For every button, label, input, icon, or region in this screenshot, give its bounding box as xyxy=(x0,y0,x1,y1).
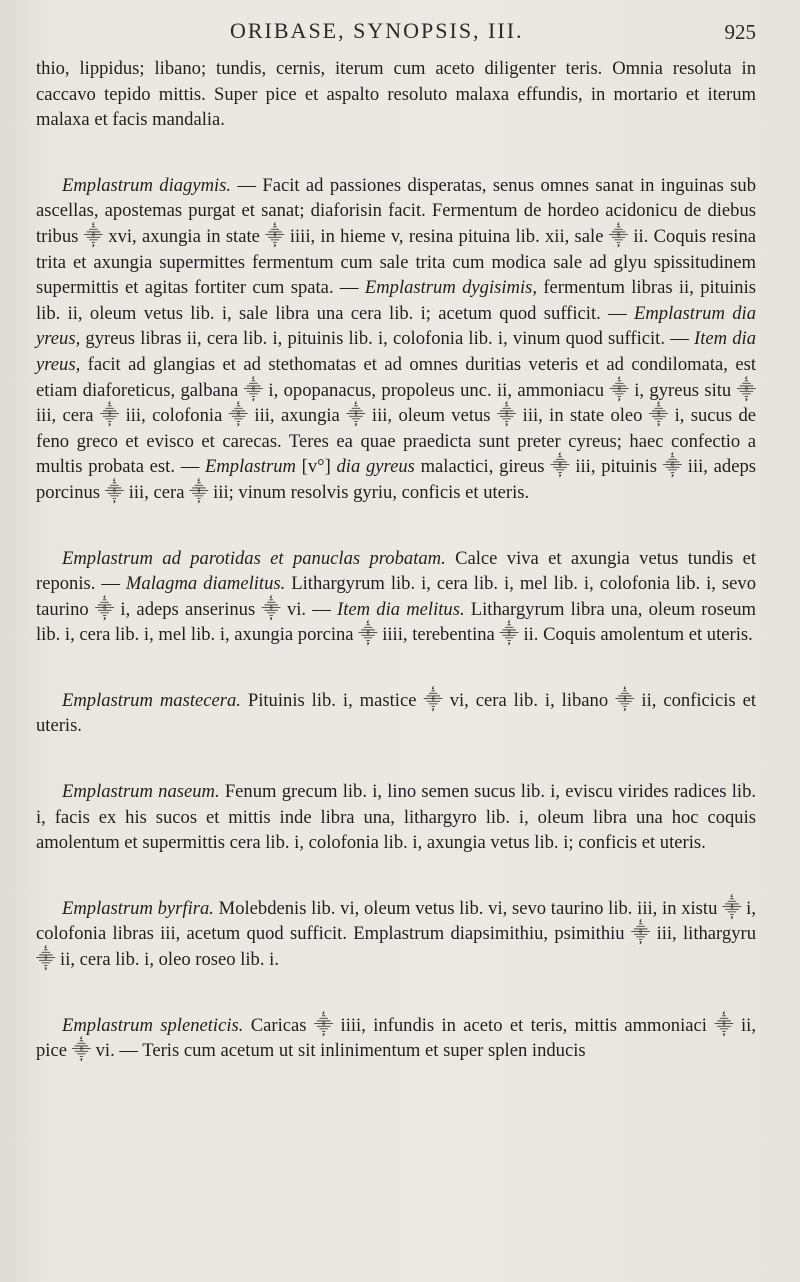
recipe-text: Lithargyrum lib. i, cera lib. i, mel lib. i, colofonia lib. i, sevo taurino ⸎ i, adeps anserinus ⸎ vi. — xyxy=(36,573,756,620)
continuation-paragraph xyxy=(36,56,756,133)
recipe-text: Lithargyrum libra una, oleum roseum lib. i, cera lib. i, mel lib. i, axungia porcina ⸎ iiii, terebentina ⸎ ii. Coquis amolentum et uteris. xyxy=(36,598,756,646)
recipe-text: thio, lippidus; libano; tundis, cernis, iterum cum aceto diligenter teris. Omnia resoluta in caccavo tepido mittis. Super pice et aspalto resoluto malaxa effundis, in mortario et iterum malaxa et facis mandalia. xyxy=(36,58,756,131)
recipe-paragraph xyxy=(36,546,756,648)
recipe-text: Pituinis lib. i, mastice ⸎ vi, cera lib. i, libano ⸎ ii, conficicis et uteris. xyxy=(36,689,756,737)
recipe-text: malactici, gireus ⸎ iii, pituinis ⸎ iii, adeps porcinus ⸎ iii, cera ⸎ iii; vinum resolvis gyriu, conficis et uteris. xyxy=(36,456,756,503)
recipe-text: — Facit ad passiones disperatas, senus omnes sanat in inguinas sub ascellas, apostemas purgat et sanat; diaforisin facit. Fermentum de hordeo acidonicu de diebus tribus ⸎ xvi, axungia in state ⸎ iiii, in hieme v, resina pituina lib. xii, sale ⸎ ii. Coquis resina trita et axungia supermittes fermentum cum sale trita cum modica sale ad glyu spissitudinem supermittis et agitas fortiter cum spata. — xyxy=(36,174,757,299)
recipe-text: Caricas ⸎ iiii, infundis in aceto et teris, mittis ammoniaci ⸎ ii, pice ⸎ vi. — Teris cum acetum ut sit inlinimentum et super splen inducis xyxy=(36,1014,756,1062)
recipe-title: Emplastrum spleneticis. xyxy=(62,1014,244,1036)
recipe-paragraph xyxy=(36,688,756,739)
recipe-title: Emplastrum mastecera. xyxy=(62,689,241,711)
recipe-paragraph xyxy=(36,779,756,856)
recipe-text: Molebdenis lib. vi, oleum vetus lib. vi, sevo taurino lib. iii, in xistu ⸎ i, colofonia libras iii, acetum quod sufficit. Emplastrum diapsimithiu, psimithiu ⸎ iii, lithargyru ⸎ ii, cera lib. i, oleo roseo lib. i. xyxy=(36,897,756,971)
recipe-text: gyreus libras ii, cera lib. i, pituinis lib. i, colofonia lib. i, vinum quod sufficit. — xyxy=(80,328,694,350)
recipe-text: Calce viva et axungia vetus tundis et reponis. — xyxy=(36,547,757,595)
recipe-text: fermentum libras ii, pituinis lib. ii, oleum vetus lib. i, sale libra una cera lib. i; acetum quod sufficit. — xyxy=(36,277,756,324)
recipe-title: Malagma diamelitus. xyxy=(125,573,286,595)
running-title: ORIBASE, SYNOPSIS, III. xyxy=(230,18,524,43)
page-number: 925 xyxy=(724,20,756,44)
recipe-text: [v°] xyxy=(295,456,337,478)
recipe-paragraph xyxy=(36,896,756,973)
recipe-title: Emplastrum ad parotidas et panuclas probatam. xyxy=(62,547,446,569)
body-text xyxy=(36,56,756,1064)
recipe-title: dia gyreus xyxy=(336,456,415,478)
recipe-title: Emplastrum dygisimis, xyxy=(364,277,537,299)
recipe-text: Fenum grecum lib. i, lino semen sucus lib. i, eviscu virides radices lib. i, facis ex his sucos et mittis inde libra una, lithargyro lib. i, oleum libra una hoc coquis amolentum et supermittis cera lib. i, colofonia lib. i, axungia vetus lib. i; conficis et uteris. xyxy=(36,781,757,854)
recipe-paragraph xyxy=(36,1013,756,1064)
recipe-paragraph xyxy=(36,173,756,506)
recipe-title: Item dia melitus. xyxy=(337,598,465,620)
recipe-title: Emplastrum naseum. xyxy=(62,781,220,803)
recipe-title: Emplastrum xyxy=(205,456,296,478)
page-header xyxy=(0,18,800,48)
recipe-text: facit ad glangias et ad stethomatas et ad omnes duritias veteris et ad condilomata, est etiam diaforeticus, galbana ⸎ i, opopanacus, propoleus unc. ii, ammoniacu ⸎ i, gyreus situ ⸎ iii, cera ⸎ iii, colofonia ⸎ iii, axungia ⸎ iii, oleum vetus ⸎ iii, in state oleo ⸎ i, sucus de feno greco et evisco et carecas. Teres ea quae praedicta sunt preter cyreus; haec confectio a multis probata est. — xyxy=(36,353,756,478)
recipe-title: Emplastrum diagymis. xyxy=(62,174,232,196)
recipe-title: Emplastrum dia yreus, xyxy=(36,302,756,350)
recipe-title: Emplastrum byrfira. xyxy=(62,897,214,919)
recipe-title: Item dia yreus, xyxy=(36,328,756,375)
